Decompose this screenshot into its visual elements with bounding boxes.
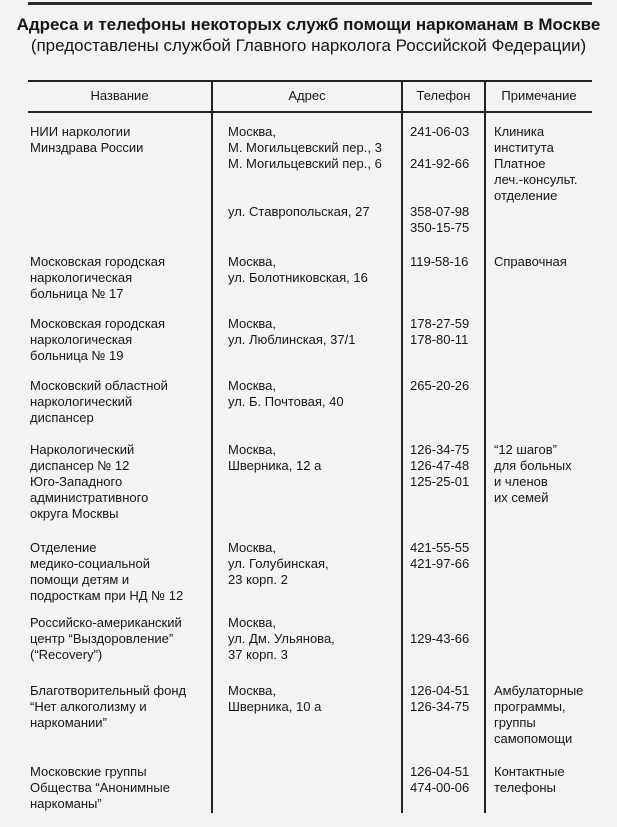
- cell-address: Москва, ул. Люблинская, 37/1: [228, 316, 356, 347]
- cell-address: Москва, ул. Дм. Ульянова, 37 корп. 3: [228, 615, 335, 662]
- cell-note: Клиника института Платное леч.-консульт. отделение: [494, 124, 578, 203]
- cell-phone: 241-06-03 241-92-66 358-07-98 350-15-75: [410, 124, 470, 235]
- header-note: Примечание: [501, 88, 577, 103]
- cell-phone: 126-34-75 126-47-48 125-25-01: [410, 442, 470, 489]
- page-title: [0, 14, 617, 56]
- cell-phone: 421-55-55 421-97-66: [410, 540, 470, 571]
- cell-address: Москва, Шверника, 10 а: [228, 683, 322, 714]
- header-bottom-line: [28, 111, 592, 113]
- column-divider: [211, 80, 213, 813]
- column-divider: [401, 80, 403, 813]
- column-divider: [484, 80, 486, 813]
- cell-phone: 119-58-16: [410, 254, 469, 269]
- cell-note: Справочная: [494, 254, 567, 269]
- cell-address: Москва, Шверника, 12 а: [228, 442, 322, 473]
- cell-name: НИИ наркологии Минздрава России: [30, 124, 144, 155]
- cell-name: Московский областной наркологический диспансер: [30, 378, 168, 425]
- cell-name: Благотворительный фонд “Нет алкоголизму и наркомании”: [30, 683, 187, 730]
- header-name: Название: [90, 88, 149, 103]
- cell-name: Московская городская наркологическая больница № 19: [30, 316, 166, 363]
- cell-name: Отделение медико-социальной помощи детям и подросткам при НД № 12: [30, 540, 184, 603]
- cell-phone: 126-04-51 474-00-06: [410, 764, 470, 795]
- cell-phone: 129-43-66: [410, 631, 470, 646]
- cell-address: Москва, ул. Б. Почтовая, 40: [228, 378, 344, 409]
- header-address: Адрес: [288, 88, 326, 103]
- cell-note: “12 шагов” для больных и членов их семей: [494, 442, 572, 505]
- cell-name: Наркологический диспансер № 12 Юго-Западного административного округа Москвы: [30, 442, 149, 521]
- header-phone: Телефон: [416, 88, 471, 103]
- cell-phone: 126-04-51 126-34-75: [410, 683, 470, 714]
- cell-name: Московские группы Общества “Анонимные наркоманы”: [30, 764, 170, 811]
- cell-address: Москва, ул. Голубинская, 23 корп. 2: [228, 540, 329, 587]
- title-bold: Адреса и телефоны некоторых служб помощи наркоманам в Москве: [16, 15, 601, 34]
- top-rule: [28, 2, 592, 5]
- cell-phone: 178-27-59 178-80-11: [410, 316, 470, 347]
- title-note: (предоставлены службой Главного нарколога Российской Федерации): [30, 36, 587, 55]
- cell-address: Москва, ул. Болотниковская, 16: [228, 254, 368, 285]
- cell-note: Амбулаторные программы, группы самопомощи: [494, 683, 584, 746]
- cell-phone: 265-20-26: [410, 378, 470, 393]
- header-top-line: [28, 80, 592, 82]
- cell-name: Российско-американский центр “Выздоровление” (“Recovery”): [30, 615, 182, 662]
- cell-address: Москва, М. Могильцевский пер., 3 М. Могильцевский пер., 6 ул. Ставропольская, 27: [228, 124, 382, 219]
- cell-note: Контактные телефоны: [494, 764, 565, 795]
- cell-name: Московская городская наркологическая больница № 17: [30, 254, 166, 301]
